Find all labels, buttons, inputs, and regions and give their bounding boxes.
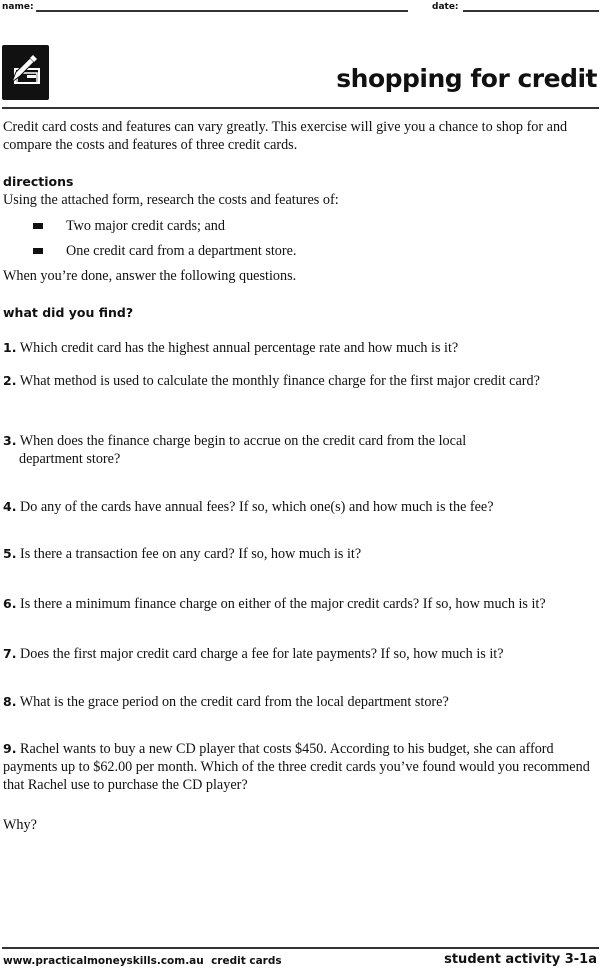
question-6: 6. Is there a minimum finance charge on either of the major credit cards? If so, how much is it?	[3, 596, 546, 612]
why-prompt: Why?	[3, 817, 37, 833]
date-label: date:	[432, 2, 459, 12]
question-5: 5. Is there a transaction fee on any card? If so, how much is it?	[3, 546, 362, 562]
bullet-icon	[33, 223, 43, 229]
bullet-icon	[33, 248, 43, 254]
question-7: 7. Does the first major credit card charge a fee for late payments? If so, how much is it?	[3, 646, 504, 662]
date-field-line[interactable]	[463, 10, 599, 12]
directions-heading: directions	[3, 174, 74, 189]
name-field-line[interactable]	[36, 10, 408, 12]
footer-website[interactable]: www.practicalmoneyskills.com.au	[3, 955, 204, 967]
header-divider	[2, 107, 599, 109]
question-4: 4. Do any of the cards have annual fees? If so, which one(s) and how much is the fee?	[3, 499, 494, 515]
name-label: name:	[2, 2, 34, 12]
pencil-credit-card-icon	[2, 45, 49, 100]
footer-activity: student activity 3-1a	[444, 952, 597, 967]
section-heading: what did you find?	[3, 305, 134, 320]
page-title: shopping for credit	[336, 64, 597, 93]
question-1: 1. Which credit card has the highest annual percentage rate and how much is it?	[3, 340, 459, 356]
directions-after: When you’re done, answer the following questions.	[3, 268, 297, 284]
directions-text: Using the attached form, research the costs and features of:	[3, 192, 339, 208]
intro-paragraph: Credit card costs and features can vary greatly. This exercise will give you a chance to shop for and compare the costs and features of three credit cards.	[3, 119, 568, 153]
question-2: 2. What method is used to calculate the monthly finance charge for the first major credit card?	[3, 373, 540, 389]
footer-topic: credit cards	[211, 955, 282, 967]
question-3: 3. When does the finance charge begin to accrue on the credit card from the local department store?	[3, 433, 467, 467]
question-9: 9. Rachel wants to buy a new CD player that costs $450. According to his budget, she can afford payments up to $62.00 per month. Which of the three credit cards you’ve found would you recommend that Rachel use to purchase the CD player?	[3, 741, 590, 793]
footer-divider	[2, 947, 599, 949]
footer-left	[3, 955, 282, 967]
question-8: 8. What is the grace period on the credit card from the local department store?	[3, 694, 449, 710]
